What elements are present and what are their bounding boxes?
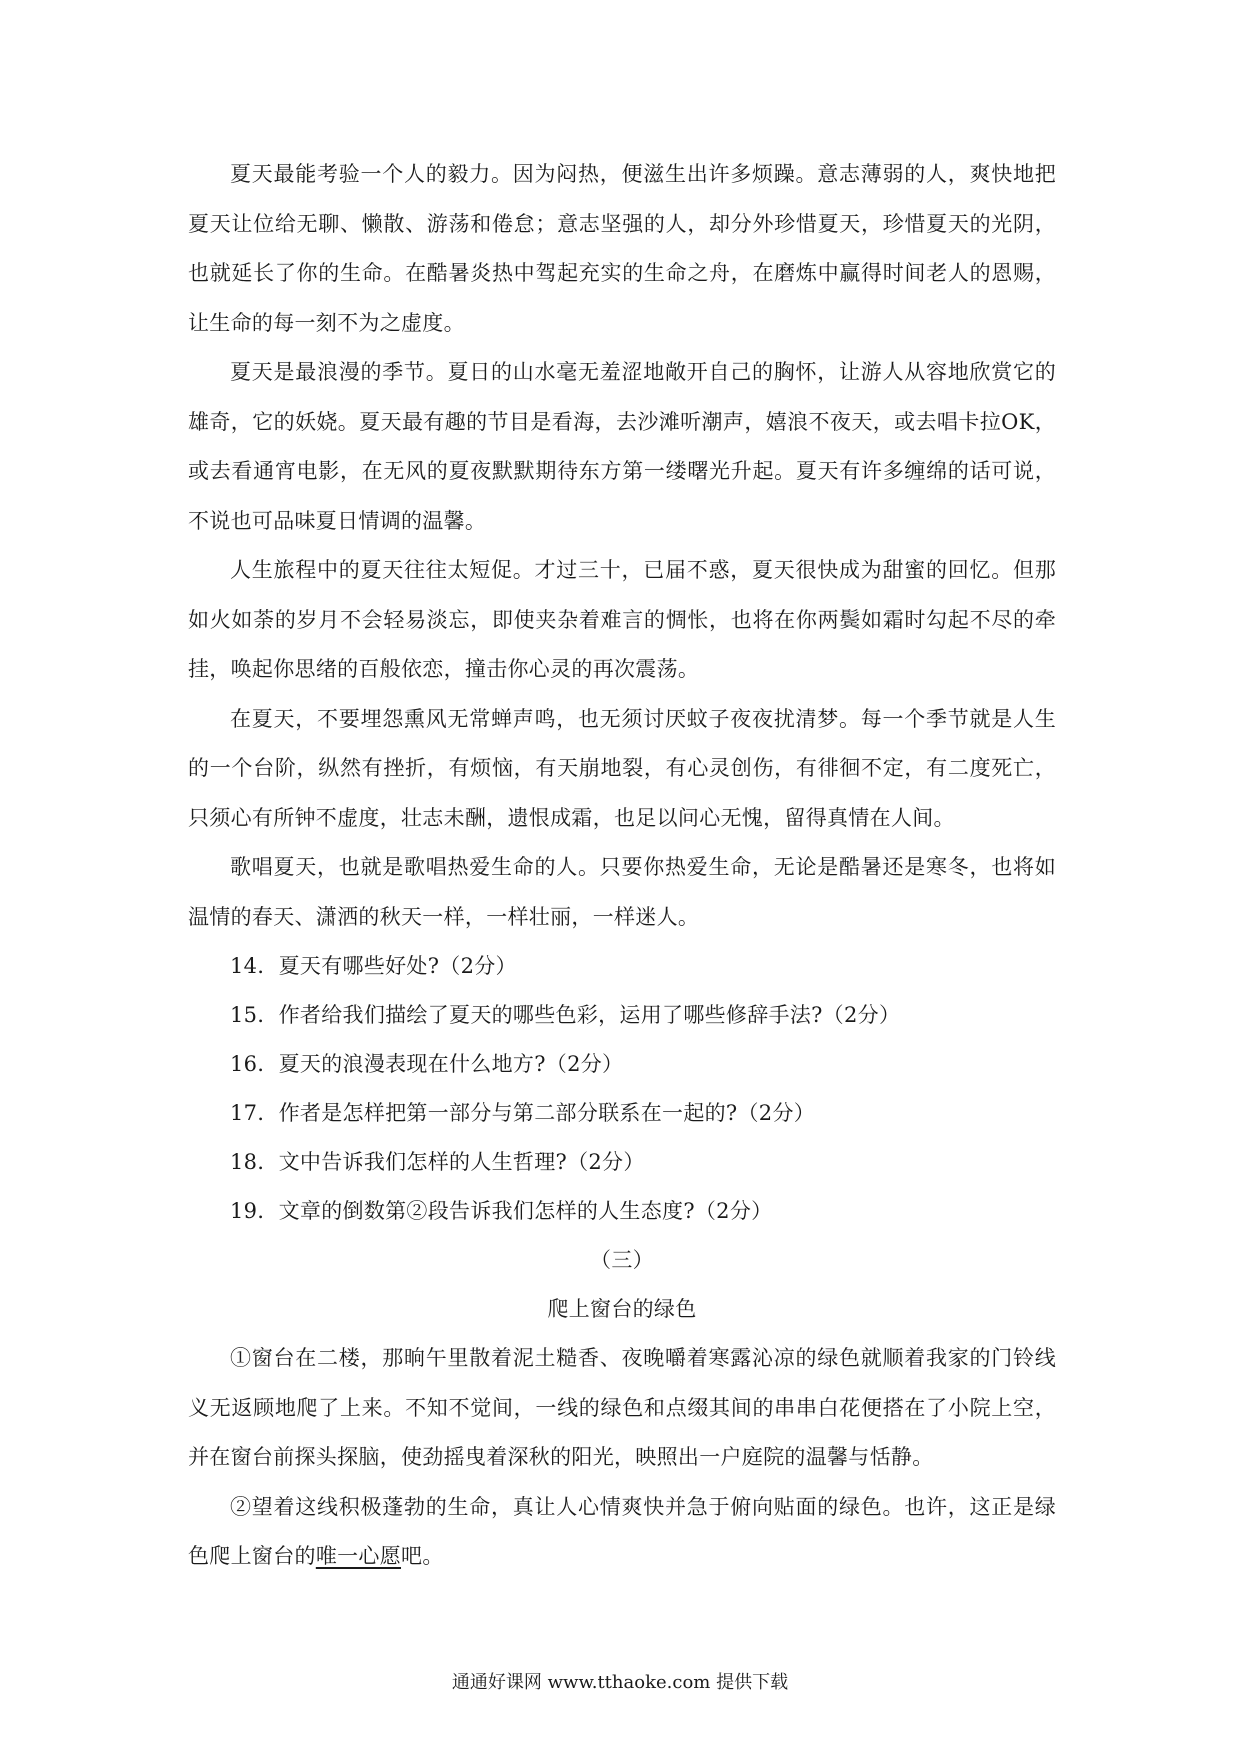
section-paragraph-2 bbox=[188, 1483, 1056, 1582]
article-paragraph-4: 在夏天，不要埋怨熏风无常蝉声鸣，也无须讨厌蚊子夜夜扰清梦。每一个季节就是人生的一个台阶，纵然有挫折，有烦恼，有天崩地裂，有心灵创伤，有徘徊不定，有二度死亡，只须心有所钟不虚度，壮志未酬，遗恨成霜，也足以问心无愧，留得真情在人间。 bbox=[188, 706, 1056, 830]
question-15: 15．作者给我们描绘了夏天的哪些色彩，运用了哪些修辞手法?（2分） bbox=[230, 1003, 901, 1027]
article-paragraph-1: 夏天最能考验一个人的毅力。因为闷热，便滋生出许多烦躁。意志薄弱的人，爽快地把夏天让位给无聊、懒散、游荡和倦怠；意志坚强的人，却分外珍惜夏天，珍惜夏天的光阴，也就延长了你的生命。在酷暑炎热中驾起充实的生命之舟，在磨炼中赢得时间老人的恩赐，让生命的每一刻不为之虚度。 bbox=[188, 162, 1056, 335]
question-19: 19．文章的倒数第②段告诉我们怎样的人生态度?（2分） bbox=[230, 1199, 773, 1223]
section-paragraph-2-end: 吧。 bbox=[401, 1544, 444, 1568]
question-18: 18．文中告诉我们怎样的人生哲理?（2分） bbox=[230, 1150, 645, 1174]
section-paragraph-2-text: ②望着这线积极蓬勃的生命，真让人心情爽快并急于俯向贴面的绿色。也许，这正是绿色爬上窗台的 bbox=[188, 1494, 1056, 1568]
question-16: 16．夏天的浪漫表现在什么地方?（2分） bbox=[230, 1052, 624, 1076]
document-body bbox=[188, 150, 1056, 1582]
article-paragraph-2: 夏天是最浪漫的季节。夏日的山水毫无羞涩地敞开自己的胸怀，让游人从容地欣赏它的雄奇，它的妖娆。夏天最有趣的节目是看海，去沙滩听潮声，嬉浪不夜天，或去唱卡拉OK，或去看通宵电影，在无风的夏夜默默期待东方第一缕曙光升起。夏天有许多缠绵的话可说，不说也可品味夏日情调的温馨。 bbox=[188, 360, 1056, 533]
article-paragraph-3: 人生旅程中的夏天往往太短促。才过三十，已届不惑，夏天很快成为甜蜜的回忆。但那如火如荼的岁月不会轻易淡忘，即使夹杂着难言的惆怅，也将在你两鬓如霜时勾起不尽的牵挂，唤起你思绪的百般依恋，撞击你心灵的再次震荡。 bbox=[188, 558, 1056, 681]
question-17: 17．作者是怎样把第一部分与第二部分联系在一起的?（2分） bbox=[230, 1101, 816, 1125]
question-14: 14．夏天有哪些好处?（2分） bbox=[230, 954, 517, 978]
section-paragraph-1: ①窗台在二楼，那晌午里散着泥土糙香、夜晚嚼着寒露沁凉的绿色就顺着我家的门铃线义无返顾地爬了上来。不知不觉间，一线的绿色和点缀其间的串串白花便搭在了小院上空，并在窗台前探头探脑，使劲摇曳着深秋的阳光，映照出一户庭院的温馨与恬静。 bbox=[188, 1346, 1056, 1469]
section-title: 爬上窗台的绿色 bbox=[547, 1297, 697, 1321]
page-footer: 通通好课网 www.tthaoke.com 提供下载 bbox=[451, 1672, 789, 1693]
section-number: （三） bbox=[590, 1248, 654, 1272]
underlined-phrase: 唯一心愿 bbox=[315, 1544, 402, 1568]
article-paragraph-5: 歌唱夏天，也就是歌唱热爱生命的人。只要你热爱生命，无论是酷暑还是寒冬，也将如温情的春天、潇洒的秋天一样，一样壮丽，一样迷人。 bbox=[188, 855, 1056, 929]
